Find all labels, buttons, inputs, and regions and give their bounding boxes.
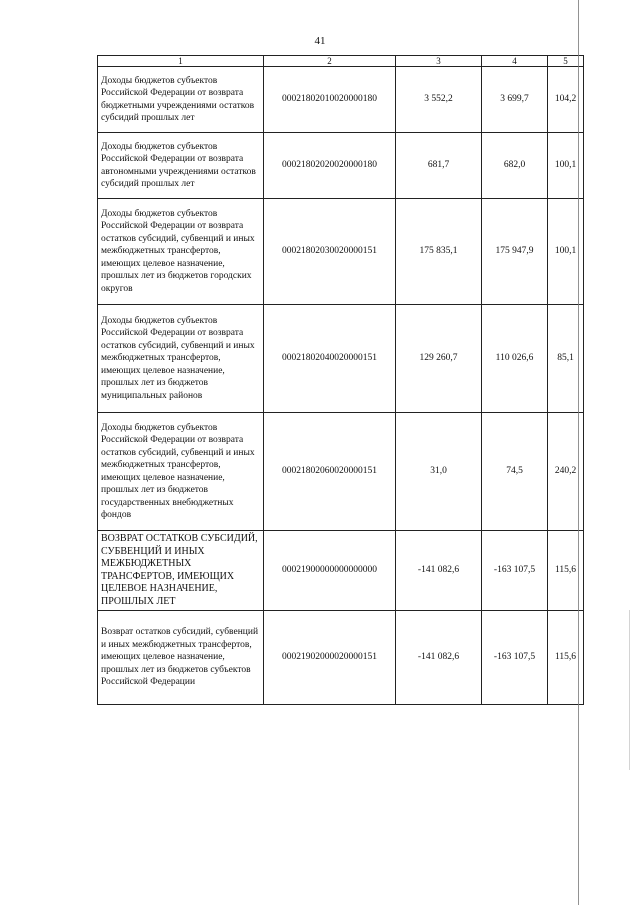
row-code: 00021902000020000151 — [264, 611, 396, 705]
row-value-col3: -141 082,6 — [396, 531, 482, 611]
row-value-col5: 100,1 — [548, 133, 584, 199]
row-code: 00021802060020000151 — [264, 413, 396, 531]
table-row — [98, 413, 584, 531]
row-code: 00021802010020000180 — [264, 67, 396, 133]
scan-artifact-line — [629, 610, 630, 770]
row-value-col3: 129 260,7 — [396, 305, 482, 413]
row-code: 00021900000000000000 — [264, 531, 396, 611]
row-value-col5: 100,1 — [548, 199, 584, 305]
row-value-col5: 85,1 — [548, 305, 584, 413]
scan-artifact-line — [578, 0, 579, 905]
table-row — [98, 611, 584, 705]
row-value-col3: 681,7 — [396, 133, 482, 199]
row-value-col3: 3 552,2 — [396, 67, 482, 133]
row-value-col5: 115,6 — [548, 531, 584, 611]
row-description: Доходы бюджетов субъектов Российской Федерации от возврата остатков субсидий, субвенций и иных межбюджетных трансфертов, имеющих целевое назначение, прошлых лет из бюджетов государственных внебюджетных фондов — [98, 413, 264, 531]
row-code: 00021802020020000180 — [264, 133, 396, 199]
row-description: Возврат остатков субсидий, субвенций и иных межбюджетных трансфертов, имеющих целевое назначение, прошлых лет из бюджетов субъектов Российской Федерации — [98, 611, 264, 705]
row-value-col5: 240,2 — [548, 413, 584, 531]
table-row — [98, 305, 584, 413]
table-row — [98, 133, 584, 199]
column-header-1: 1 — [98, 56, 264, 67]
table-row — [98, 199, 584, 305]
row-value-col4: -163 107,5 — [482, 531, 548, 611]
row-value-col4: 682,0 — [482, 133, 548, 199]
column-header-5: 5 — [548, 56, 584, 67]
table-row — [98, 531, 584, 611]
row-value-col3: -141 082,6 — [396, 611, 482, 705]
row-description: Доходы бюджетов субъектов Российской Федерации от возврата остатков субсидий, субвенций и иных межбюджетных трансфертов, имеющих целевое назначение, прошлых лет из бюджетов городских округов — [98, 199, 264, 305]
table-row — [98, 67, 584, 133]
row-value-col5: 104,2 — [548, 67, 584, 133]
row-value-col4: 74,5 — [482, 413, 548, 531]
budget-revenue-table — [97, 55, 584, 705]
row-description: Доходы бюджетов субъектов Российской Федерации от возврата автономными учреждениями остатков субсидий прошлых лет — [98, 133, 264, 199]
row-value-col4: 175 947,9 — [482, 199, 548, 305]
row-value-col5: 115,6 — [548, 611, 584, 705]
row-value-col4: 110 026,6 — [482, 305, 548, 413]
row-description: ВОЗВРАТ ОСТАТКОВ СУБСИДИЙ, СУБВЕНЦИЙ И ИНЫХ МЕЖБЮДЖЕТНЫХ ТРАНСФЕРТОВ, ИМЕЮЩИХ ЦЕЛЕВОЕ НАЗНАЧЕНИЕ, ПРОШЛЫХ ЛЕТ — [98, 531, 264, 611]
row-code: 00021802030020000151 — [264, 199, 396, 305]
column-header-2: 2 — [264, 56, 396, 67]
table-header-row — [98, 56, 584, 67]
row-value-col3: 175 835,1 — [396, 199, 482, 305]
column-header-3: 3 — [396, 56, 482, 67]
row-code: 00021802040020000151 — [264, 305, 396, 413]
column-header-4: 4 — [482, 56, 548, 67]
row-description: Доходы бюджетов субъектов Российской Федерации от возврата остатков субсидий, субвенций и иных межбюджетных трансфертов, имеющих целевое назначение, прошлых лет из бюджетов муниципальных районов — [98, 305, 264, 413]
page-number: 41 — [314, 35, 326, 47]
row-value-col4: 3 699,7 — [482, 67, 548, 133]
row-description: Доходы бюджетов субъектов Российской Федерации от возврата бюджетными учреждениями остатков субсидий прошлых лет — [98, 67, 264, 133]
row-value-col3: 31,0 — [396, 413, 482, 531]
row-value-col4: -163 107,5 — [482, 611, 548, 705]
